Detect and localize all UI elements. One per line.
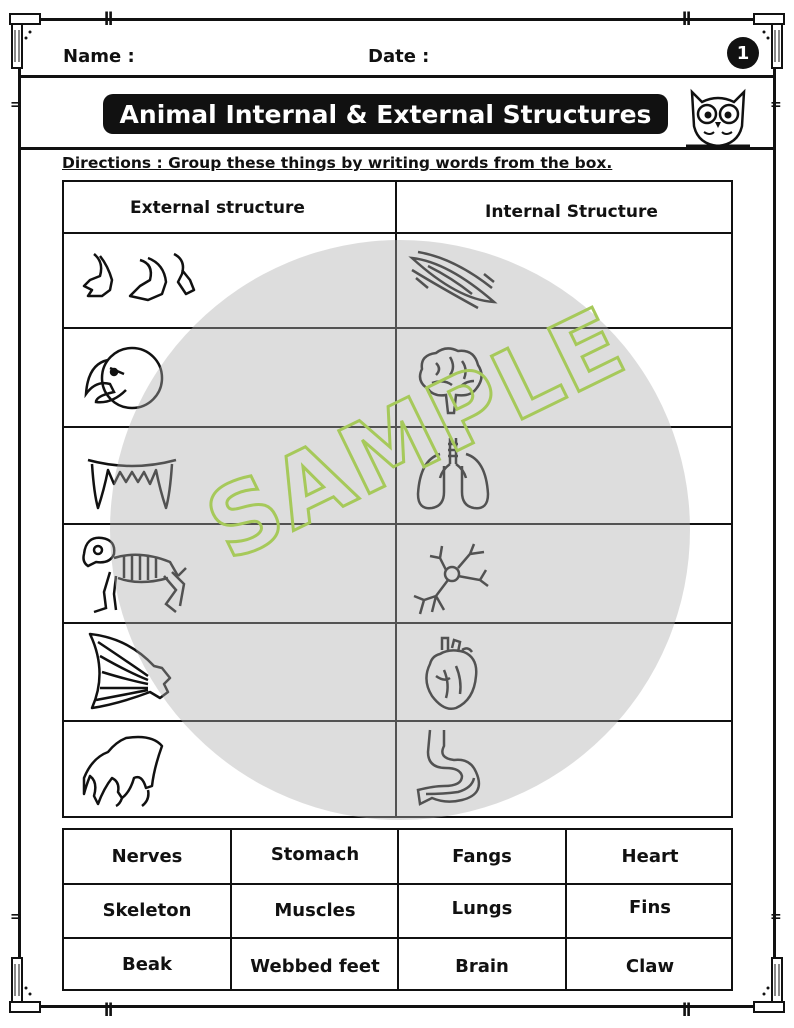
row-divider [64, 622, 731, 624]
webbed-feet-icon [82, 250, 197, 308]
word-cell: Lungs [451, 898, 513, 919]
border-tick-icon: = [770, 97, 782, 113]
corner-ornament-icon [752, 956, 786, 1014]
directions-text: Directions : Group these things by writing words from the box. [62, 154, 613, 172]
row-divider [64, 327, 731, 329]
row-divider [64, 523, 731, 525]
word-box [62, 828, 733, 991]
external-structure-header: External structure [130, 198, 305, 218]
heart-icon [420, 636, 480, 712]
nerves-icon [410, 540, 490, 618]
word-box-divider [64, 883, 731, 885]
beak-icon [84, 344, 168, 412]
row-divider [64, 720, 731, 722]
word-box-divider [64, 937, 731, 939]
title-band [18, 78, 776, 150]
word-cell: Muscles [274, 900, 356, 921]
row-divider [64, 232, 731, 234]
border-tick-icon: ǁ [104, 10, 114, 26]
owl-icon [682, 86, 754, 148]
sample-watermark: SAMPLE [190, 285, 642, 583]
stomach-icon [414, 728, 494, 808]
word-cell: Skeleton [102, 900, 192, 921]
border-tick-icon: = [770, 909, 782, 925]
sorting-table [62, 180, 733, 818]
word-cell: Beak [121, 954, 173, 975]
border-tick-icon: = [10, 97, 22, 113]
word-cell: Claw [625, 956, 675, 977]
lungs-icon [414, 436, 492, 516]
internal-structure-header: Internal Structure [485, 202, 658, 222]
word-cell: Nerves [111, 846, 183, 867]
page-number-badge: 1 [727, 37, 759, 69]
claw-icon [82, 734, 166, 808]
border-tick-icon: ǁ [682, 10, 692, 26]
word-cell: Webbed feet [250, 956, 380, 977]
page-title: Animal Internal & External Structures [103, 94, 668, 134]
word-cell: Stomach [270, 844, 360, 865]
fangs-icon [86, 454, 178, 512]
fin-icon [88, 632, 172, 712]
word-cell: Heart [621, 846, 679, 867]
word-cell: Fangs [452, 846, 512, 867]
row-divider [64, 426, 731, 428]
skeleton-icon [80, 532, 188, 616]
date-label: Date : [368, 46, 430, 67]
word-cell: Brain [455, 956, 509, 977]
corner-ornament-icon [8, 956, 42, 1014]
muscles-icon [408, 248, 498, 314]
brain-icon [416, 345, 486, 417]
worksheet-header [18, 18, 776, 78]
border-tick-icon: = [10, 909, 22, 925]
border-tick-icon: ǁ [682, 1001, 692, 1017]
word-cell: Fins [629, 897, 671, 918]
name-label: Name : [63, 46, 135, 67]
border-tick-icon: ǁ [104, 1001, 114, 1017]
